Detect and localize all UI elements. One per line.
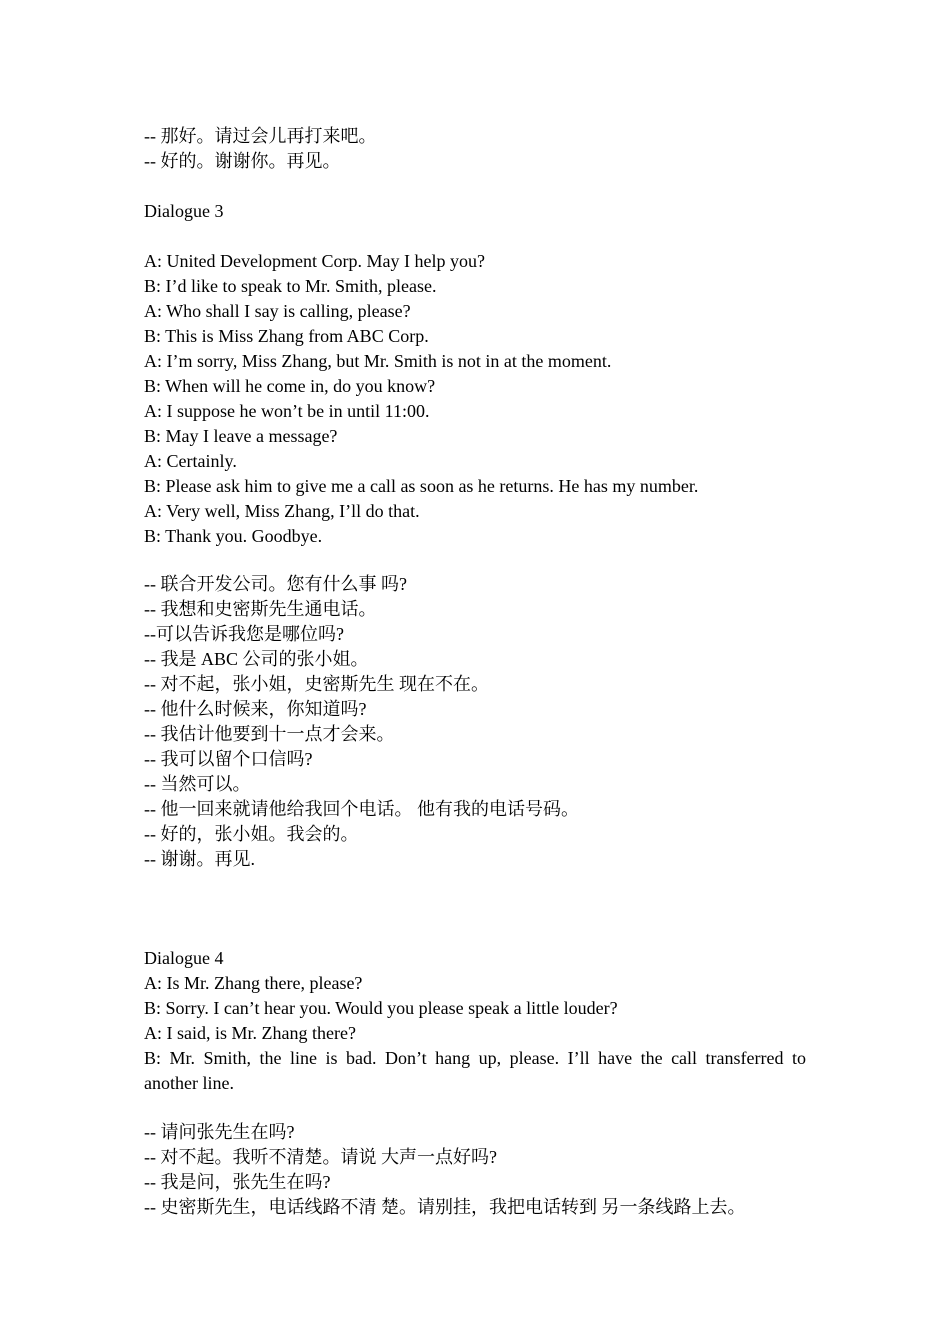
dialogue3-zh-line: -- 我是 ABC 公司的张小姐。	[144, 649, 369, 669]
dialogue4-heading: Dialogue 4	[144, 948, 224, 968]
dialogue3-zh-line: -- 我想和史密斯先生通电话。	[144, 599, 377, 619]
dialogue3-en-line: A: Who shall I say is calling, please?	[144, 301, 411, 321]
dialogue3-en-line: A: Very well, Miss Zhang, I’ll do that.	[144, 501, 420, 521]
dialogue3-zh-line: -- 他什么时候来，你知道吗?	[144, 699, 367, 719]
dialogue3-zh-line: -- 我估计他要到十一点才会来。	[144, 724, 395, 744]
dialogue4-zh-line: -- 史密斯先生，电话线路不清 楚。请别挂，我把电话转到 另一条线路上去。	[144, 1197, 746, 1217]
dialogue3-heading: Dialogue 3	[144, 201, 224, 221]
dialogue3-en-line: B: I’d like to speak to Mr. Smith, please.	[144, 276, 437, 296]
dialogue4-zh-line: -- 请问张先生在吗?	[144, 1122, 295, 1142]
dialogue3-zh-line: -- 谢谢。再见.	[144, 849, 255, 869]
dialogue4-zh-line: -- 对不起。我听不清楚。请说 大声一点好吗?	[144, 1147, 497, 1167]
dialogue4-en-line: another line.	[144, 1073, 234, 1093]
dialogue3-zh-line: -- 对不起，张小姐，史密斯先生 现在不在。	[144, 674, 489, 694]
dialogue2-zh-line: -- 好的。谢谢你。再见。	[144, 151, 341, 171]
dialogue4-en-line: A: Is Mr. Zhang there, please?	[144, 973, 363, 993]
dialogue3-en-line: B: May I leave a message?	[144, 426, 338, 446]
dialogue3-zh-line: -- 我可以留个口信吗?	[144, 749, 313, 769]
dialogue3-zh-line: -- 当然可以。	[144, 774, 251, 794]
dialogue3-en-line: A: I suppose he won’t be in until 11:00.	[144, 401, 430, 421]
dialogue3-en-line: A: United Development Corp. May I help you?	[144, 251, 485, 271]
dialogue3-zh-line: --可以告诉我您是哪位吗?	[144, 624, 344, 644]
dialogue3-en-line: A: I’m sorry, Miss Zhang, but Mr. Smith is not in at the moment.	[144, 351, 612, 371]
dialogue4-zh-line: -- 我是问，张先生在吗?	[144, 1172, 331, 1192]
dialogue3-zh-line: -- 他一回来就请他给我回个电话。 他有我的电话号码。	[144, 799, 579, 819]
dialogue3-en-line: B: Thank you. Goodbye.	[144, 526, 323, 546]
dialogue2-zh-line: -- 那好。请过会儿再打来吧。	[144, 126, 377, 146]
dialogue4-en-line: B: Mr. Smith, the line is bad. Don’t hang up, please. I’ll have the call transferred to	[144, 1048, 806, 1068]
dialogue4-en-line: A: I said, is Mr. Zhang there?	[144, 1023, 356, 1043]
dialogue3-en-line: B: This is Miss Zhang from ABC Corp.	[144, 326, 429, 346]
dialogue3-zh-line: -- 好的，张小姐。我会的。	[144, 824, 359, 844]
dialogue3-en-line: B: Please ask him to give me a call as soon as he returns. He has my number.	[144, 476, 699, 496]
dialogue3-en-line: B: When will he come in, do you know?	[144, 376, 436, 396]
dialogue4-en-line: B: Sorry. I can’t hear you. Would you please speak a little louder?	[144, 998, 618, 1018]
dialogue3-zh-line: -- 联合开发公司。您有什么事 吗?	[144, 574, 407, 594]
dialogue3-en-line: A: Certainly.	[144, 451, 237, 471]
